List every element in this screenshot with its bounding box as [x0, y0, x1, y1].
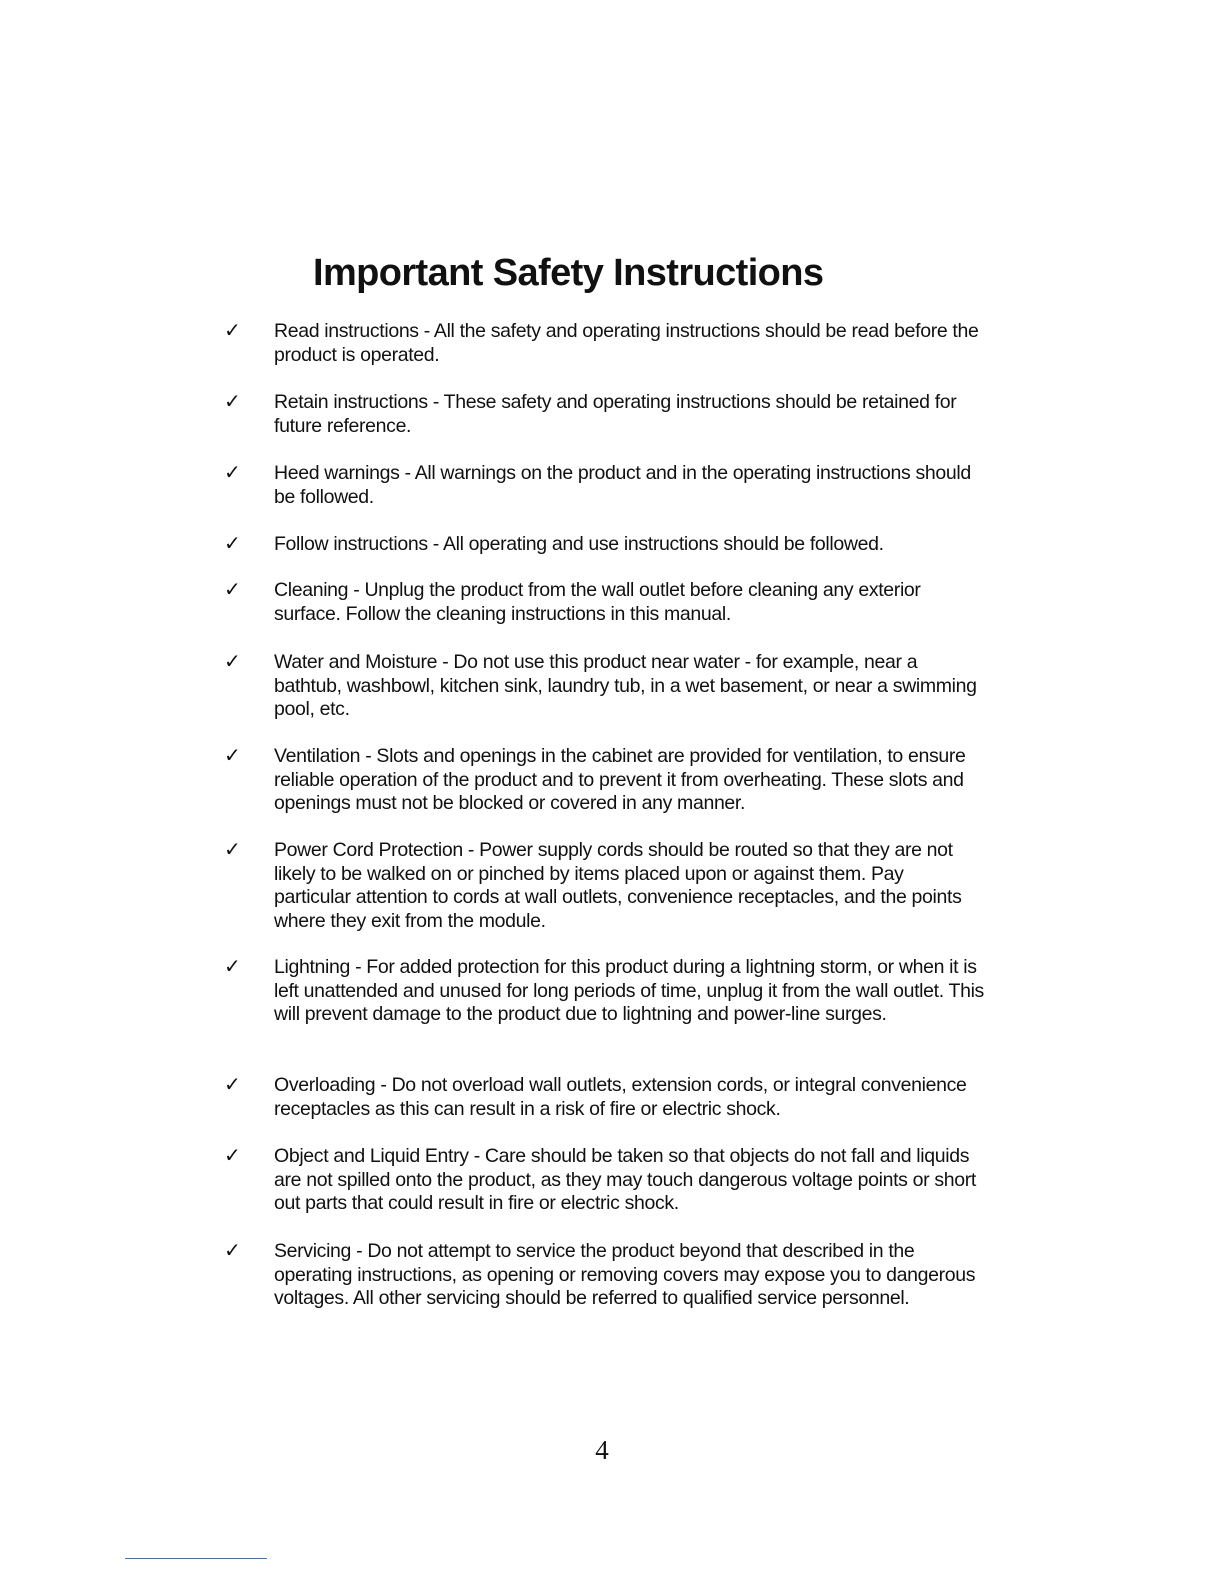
checkmark-icon: ✓ — [224, 1238, 241, 1262]
item-text: Object and Liquid Entry - Care should be taken so that objects do not fall and liquids are not spilled onto the product, as they may touch dangerous voltage points or short out parts that could result in fire or electric shock. — [274, 1145, 976, 1215]
item-text: Follow instructions - All operating and use instructions should be followed. — [274, 533, 884, 555]
item-text: Ventilation - Slots and openings in the cabinet are provided for ventilation, to ensure reliable operation of the product and to prevent it from overheating. These slots and openings must not be blocked or covered in any manner. — [274, 745, 966, 815]
item-text: Retain instructions - These safety and operating instructions should be retained for future reference. — [274, 391, 957, 437]
item-text: Lightning - For added protection for this product during a lightning storm, or when it is left unattended and unused for long periods of time, unplug it from the wall outlet. This will prevent damage to the product due to lightning and power-line surges. — [274, 956, 984, 1026]
item-text: Read instructions - All the safety and operating instructions should be read before the product is operated. — [274, 320, 979, 366]
item-text: Servicing - Do not attempt to service the product beyond that described in the operating instructions, as opening or removing covers may expose you to dangerous voltages. All other servicing should be referred to qualified service personnel. — [274, 1240, 976, 1310]
checkmark-icon: ✓ — [224, 837, 241, 861]
item-text: Power Cord Protection - Power supply cords should be routed so that they are not likely to be walked on or pinched by items placed upon or against them. Pay particular attention to cords at wall outlets, convenience receptacles, and the points where they exit from the module. — [274, 839, 962, 932]
checkmark-icon: ✓ — [224, 577, 241, 601]
checkmark-icon: ✓ — [224, 743, 241, 767]
checkmark-icon: ✓ — [224, 460, 241, 484]
checkmark-icon: ✓ — [224, 318, 241, 342]
checkmark-icon: ✓ — [224, 649, 241, 673]
item-text: Heed warnings - All warnings on the product and in the operating instructions should be followed. — [274, 462, 971, 508]
checkmark-icon: ✓ — [224, 1072, 241, 1096]
checkmark-icon: ✓ — [224, 1143, 241, 1167]
checkmark-icon: ✓ — [224, 954, 241, 978]
footer-divider — [125, 1558, 267, 1559]
item-text: Overloading - Do not overload wall outlets, extension cords, or integral convenience receptacles as this can result in a risk of fire or electric shock. — [274, 1074, 967, 1120]
checkmark-icon: ✓ — [224, 531, 241, 555]
checkmark-icon: ✓ — [224, 389, 241, 413]
page-title: Important Safety Instructions — [313, 252, 824, 294]
item-text: Cleaning - Unplug the product from the wall outlet before cleaning any exterior surface. Follow the cleaning instructions in this manual. — [274, 579, 921, 625]
item-text: Water and Moisture - Do not use this product near water - for example, near a bathtub, washbowl, kitchen sink, laundry tub, in a wet basement, or near a swimming pool, etc. — [274, 651, 977, 721]
page-number: 4 — [595, 1435, 609, 1465]
